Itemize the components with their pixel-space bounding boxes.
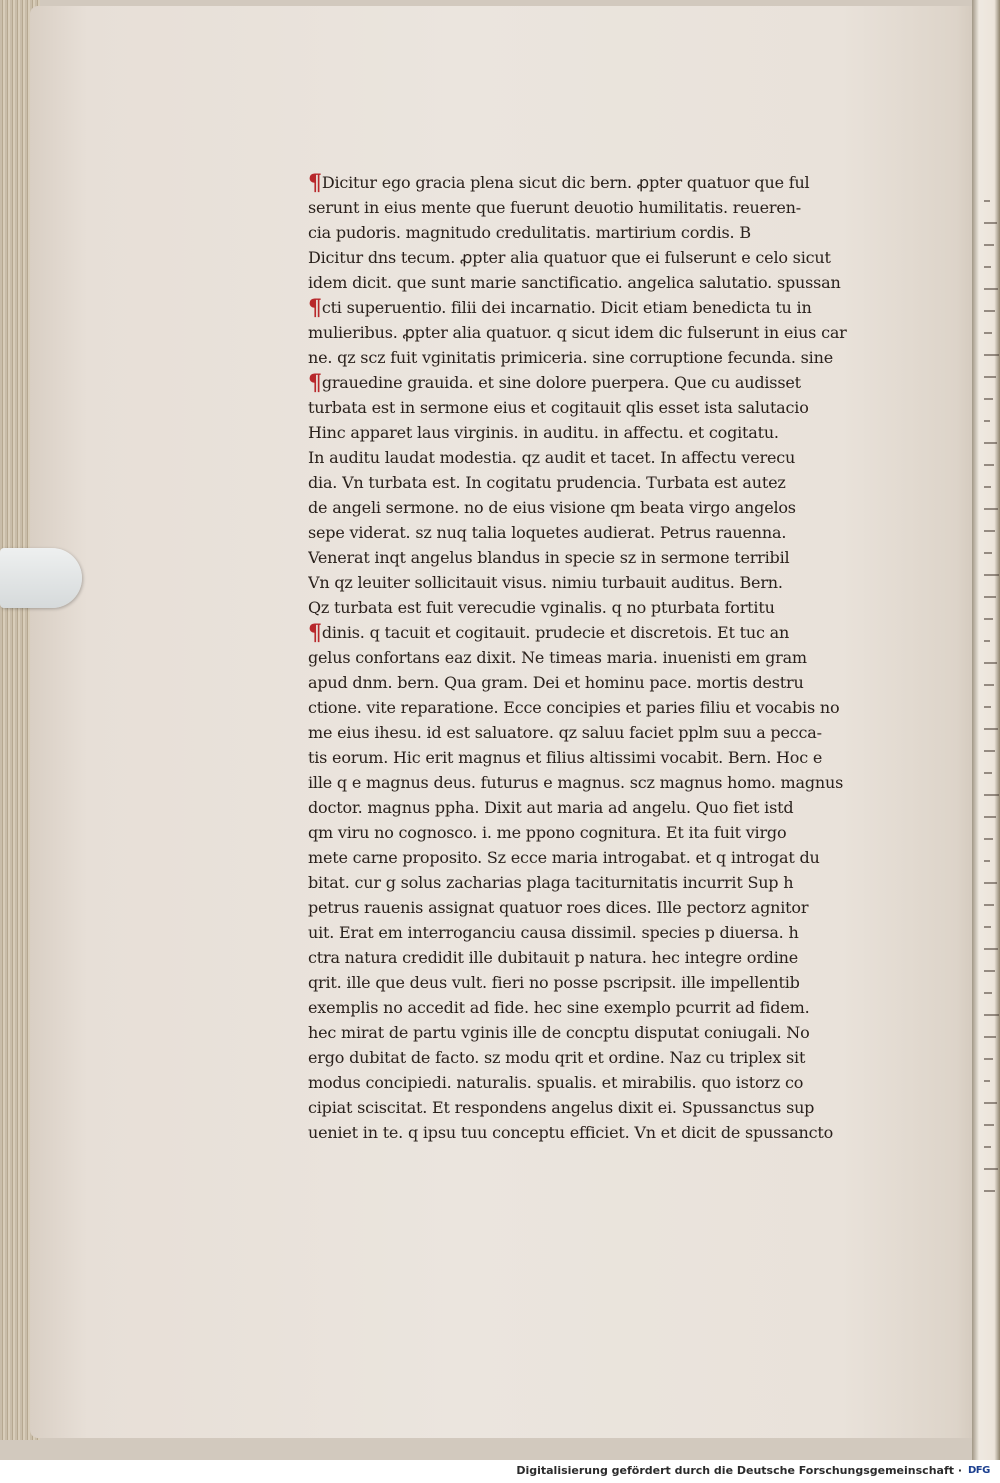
facing-page-glyph (984, 1168, 998, 1170)
text-line (308, 970, 878, 995)
line-text: Qz turbata est fuit verecudie vginalis. q no pturbata fortitu (308, 598, 775, 617)
facing-page-glyph (984, 464, 994, 466)
line-text: Dicitur ego gracia plena sicut dic bern. ꝓpter quatuor que ful (321, 173, 810, 192)
text-line (308, 495, 878, 520)
line-text: ne. qz scz fuit vginitatis primiceria. sine corruptione fecunda. sine (308, 348, 833, 367)
text-line (308, 1095, 878, 1120)
facing-page-glyph (984, 332, 992, 334)
facing-page-glyph (984, 420, 990, 422)
text-line (308, 595, 878, 620)
line-text: serunt in eius mente que fuerunt deuotio humilitatis. reueren- (308, 198, 801, 217)
line-text: sepe viderat. sz nuq talia loquetes audierat. Petrus rauenna. (308, 523, 787, 542)
facing-page-glyph (984, 970, 995, 972)
line-text: petrus rauenis assignat quatuor roes dices. Ille pectorz agnitor (308, 898, 809, 917)
facing-page-glyph (984, 772, 992, 774)
line-text: dia. Vn turbata est. In cogitatu prudencia. Turbata est autez (308, 473, 786, 492)
facing-page-glyph (984, 1102, 997, 1104)
text-line (308, 1020, 878, 1045)
facing-page-glyph (984, 596, 996, 598)
text-line (308, 870, 878, 895)
text-line (308, 720, 878, 745)
text-line (308, 620, 878, 645)
line-text: Venerat inqt angelus blandus in specie sz in sermone terribil (308, 548, 790, 567)
line-text: ergo dubitat de facto. sz modu qrit et ordine. Naz cu triplex sit (308, 1048, 806, 1067)
facing-page-glyph (984, 640, 990, 642)
rubric-mark: ¶ (308, 295, 322, 320)
text-line (308, 820, 878, 845)
line-text: apud dnm. bern. Qua gram. Dei et hominu pace. mortis destru (308, 673, 804, 692)
line-text: ctione. vite reparatione. Ecce concipies et paries filiu et vocabis no (308, 698, 840, 717)
text-line (308, 745, 878, 770)
line-text: cti superuentio. filii dei incarnatio. Dicit etiam benedicta tu in (321, 298, 812, 317)
line-text: de angeli sermone. no de eius visione qm beata virgo angelos (308, 498, 796, 517)
line-text: cia pudoris. magnitudo credulitatis. martirium cordis. B (308, 223, 751, 242)
text-line (308, 695, 878, 720)
facing-page-glyph (984, 728, 998, 730)
dfg-logo: DFG (968, 1465, 990, 1476)
text-line (308, 295, 878, 320)
facing-page-glyph (984, 486, 991, 488)
line-text: mete carne proposito. Sz ecce maria introgabat. et q introgat du (308, 848, 820, 867)
facing-page-glyph (984, 354, 999, 356)
line-text: gelus confortans eaz dixit. Ne timeas maria. inuenisti em gram (308, 648, 807, 667)
facing-page-glyph (984, 574, 999, 576)
text-line (308, 1045, 878, 1070)
facing-page-glyph (984, 1036, 996, 1038)
line-text: Vn qz leuiter sollicitauit visus. nimiu turbauit auditus. Bern. (308, 573, 783, 592)
text-line (308, 545, 878, 570)
facing-page-glyph (984, 1124, 994, 1126)
text-line (308, 570, 878, 595)
line-text: ille q e magnus deus. futurus e magnus. scz magnus homo. magnus (308, 773, 844, 792)
text-line (308, 370, 878, 395)
facing-page-glyph (984, 244, 994, 246)
facing-page-glyph (984, 266, 991, 268)
facing-page-edge (972, 0, 1000, 1460)
facing-page-glyph (984, 1080, 990, 1082)
facing-page-glyph (984, 1014, 999, 1016)
text-line (308, 645, 878, 670)
text-line (308, 945, 878, 970)
line-text: exemplis no accedit ad fide. hec sine exemplo pcurrit ad fidem. (308, 998, 810, 1017)
line-text: ueniet in te. q ipsu tuu conceptu efficiet. Vn et dicit de spussancto (308, 1123, 834, 1142)
line-text: dinis. q tacuit et cogitauit. prudecie et discretois. Et tuc an (321, 623, 790, 642)
facing-page-glyph (984, 618, 993, 620)
line-text: cipiat sciscitat. Et respondens angelus dixit ei. Spussanctus sup (308, 1098, 815, 1117)
text-line (308, 170, 878, 195)
line-text: qrit. ille que deus vult. fieri no posse pscripsit. ille impellentib (308, 973, 800, 992)
line-text: In auditu laudat modestia. qz audit et tacet. In affectu verecu (308, 448, 796, 467)
text-line (308, 770, 878, 795)
facing-page-glyph (984, 398, 993, 400)
facing-page-glyph (984, 200, 990, 202)
facing-page-glyph (984, 816, 996, 818)
line-text: tis eorum. Hic erit magnus et filius altissimi vocabit. Bern. Hoc e (308, 748, 823, 767)
text-line (308, 670, 878, 695)
footer-bar (0, 1460, 1000, 1483)
text-line (308, 445, 878, 470)
text-line (308, 845, 878, 870)
facing-page-glyph (984, 882, 997, 884)
line-text: qm viru no cognosco. i. me ppono cognitura. Et ita fuit virgo (308, 823, 787, 842)
line-text: modus concipiedi. naturalis. spualis. et mirabilis. quo istorz co (308, 1073, 804, 1092)
text-line (308, 245, 878, 270)
line-text: me eius ihesu. id est saluatore. qz saluu faciet pplm suu a pecca- (308, 723, 822, 742)
rubric-mark: ¶ (308, 620, 322, 645)
rubric-mark: ¶ (308, 170, 322, 195)
line-text: doctor. magnus ppha. Dixit aut maria ad angelu. Quo fiet istd (308, 798, 794, 817)
text-line (308, 920, 878, 945)
facing-page-glyph (984, 222, 997, 224)
text-line (308, 520, 878, 545)
facing-page-glyph (984, 926, 991, 928)
text-line (308, 795, 878, 820)
text-line (308, 220, 878, 245)
text-line (308, 395, 878, 420)
facing-page-glyph (984, 992, 992, 994)
facing-page-glyph (984, 706, 991, 708)
text-line (308, 995, 878, 1020)
text-line (308, 195, 878, 220)
line-text: Dicitur dns tecum. ꝓpter alia quatuor que ei fulserunt e celo sicut (308, 248, 831, 267)
facing-page-glyph (984, 948, 998, 950)
line-text: bitat. cur g solus zacharias plaga taciturnitatis incurrit Sup h (308, 873, 794, 892)
facing-page-glyph (984, 376, 996, 378)
facing-page-glyph (984, 838, 993, 840)
line-text: Hinc apparet laus virginis. in auditu. in affectu. et cogitatu. (308, 423, 779, 442)
rubric-mark: ¶ (308, 370, 322, 395)
facing-page-glyph (984, 794, 999, 796)
facing-page-glyph (984, 904, 994, 906)
facing-page-glyph (984, 552, 992, 554)
facing-page-glyph (984, 508, 998, 510)
facing-page-glyph (984, 442, 997, 444)
facing-page-glyph (984, 860, 990, 862)
facing-page-glyph (984, 1146, 991, 1148)
line-text: mulieribus. ꝓpter alia quatuor. q sicut idem dic fulserunt in eius car (308, 323, 847, 342)
facing-page-glyph (984, 1190, 995, 1192)
text-line (308, 320, 878, 345)
line-text: ctra natura credidit ille dubitauit p natura. hec integre ordine (308, 948, 799, 967)
text-line (308, 270, 878, 295)
facing-page-glyph (984, 662, 997, 664)
line-text: uit. Erat em interroganciu causa dissimil. species p diuersa. h (308, 923, 799, 942)
text-line (308, 1070, 878, 1095)
facing-page-glyph (984, 1058, 993, 1060)
facing-page-glyph (984, 750, 995, 752)
text-line (308, 345, 878, 370)
facing-page-glyph (984, 310, 995, 312)
text-line (308, 470, 878, 495)
text-line (308, 420, 878, 445)
text-line (308, 1120, 878, 1145)
text-column (308, 170, 878, 1145)
funding-credit: Digitalisierung gefördert durch die Deutsche Forschungsgemeinschaft · (516, 1464, 962, 1477)
line-text: turbata est in sermone eius et cogitauit qlis esset ista salutacio (308, 398, 809, 417)
facing-page-glyph (984, 530, 995, 532)
page-marker-tab (0, 548, 82, 608)
facing-page-glyph (984, 288, 998, 290)
text-line (308, 895, 878, 920)
line-text: grauedine grauida. et sine dolore puerpera. Que cu audisset (321, 373, 801, 392)
facing-page-glyph (984, 684, 994, 686)
line-text: idem dicit. que sunt marie sanctificatio. angelica salutatio. spussan (308, 273, 841, 292)
line-text: hec mirat de partu vginis ille de concptu disputat coniugali. No (308, 1023, 810, 1042)
